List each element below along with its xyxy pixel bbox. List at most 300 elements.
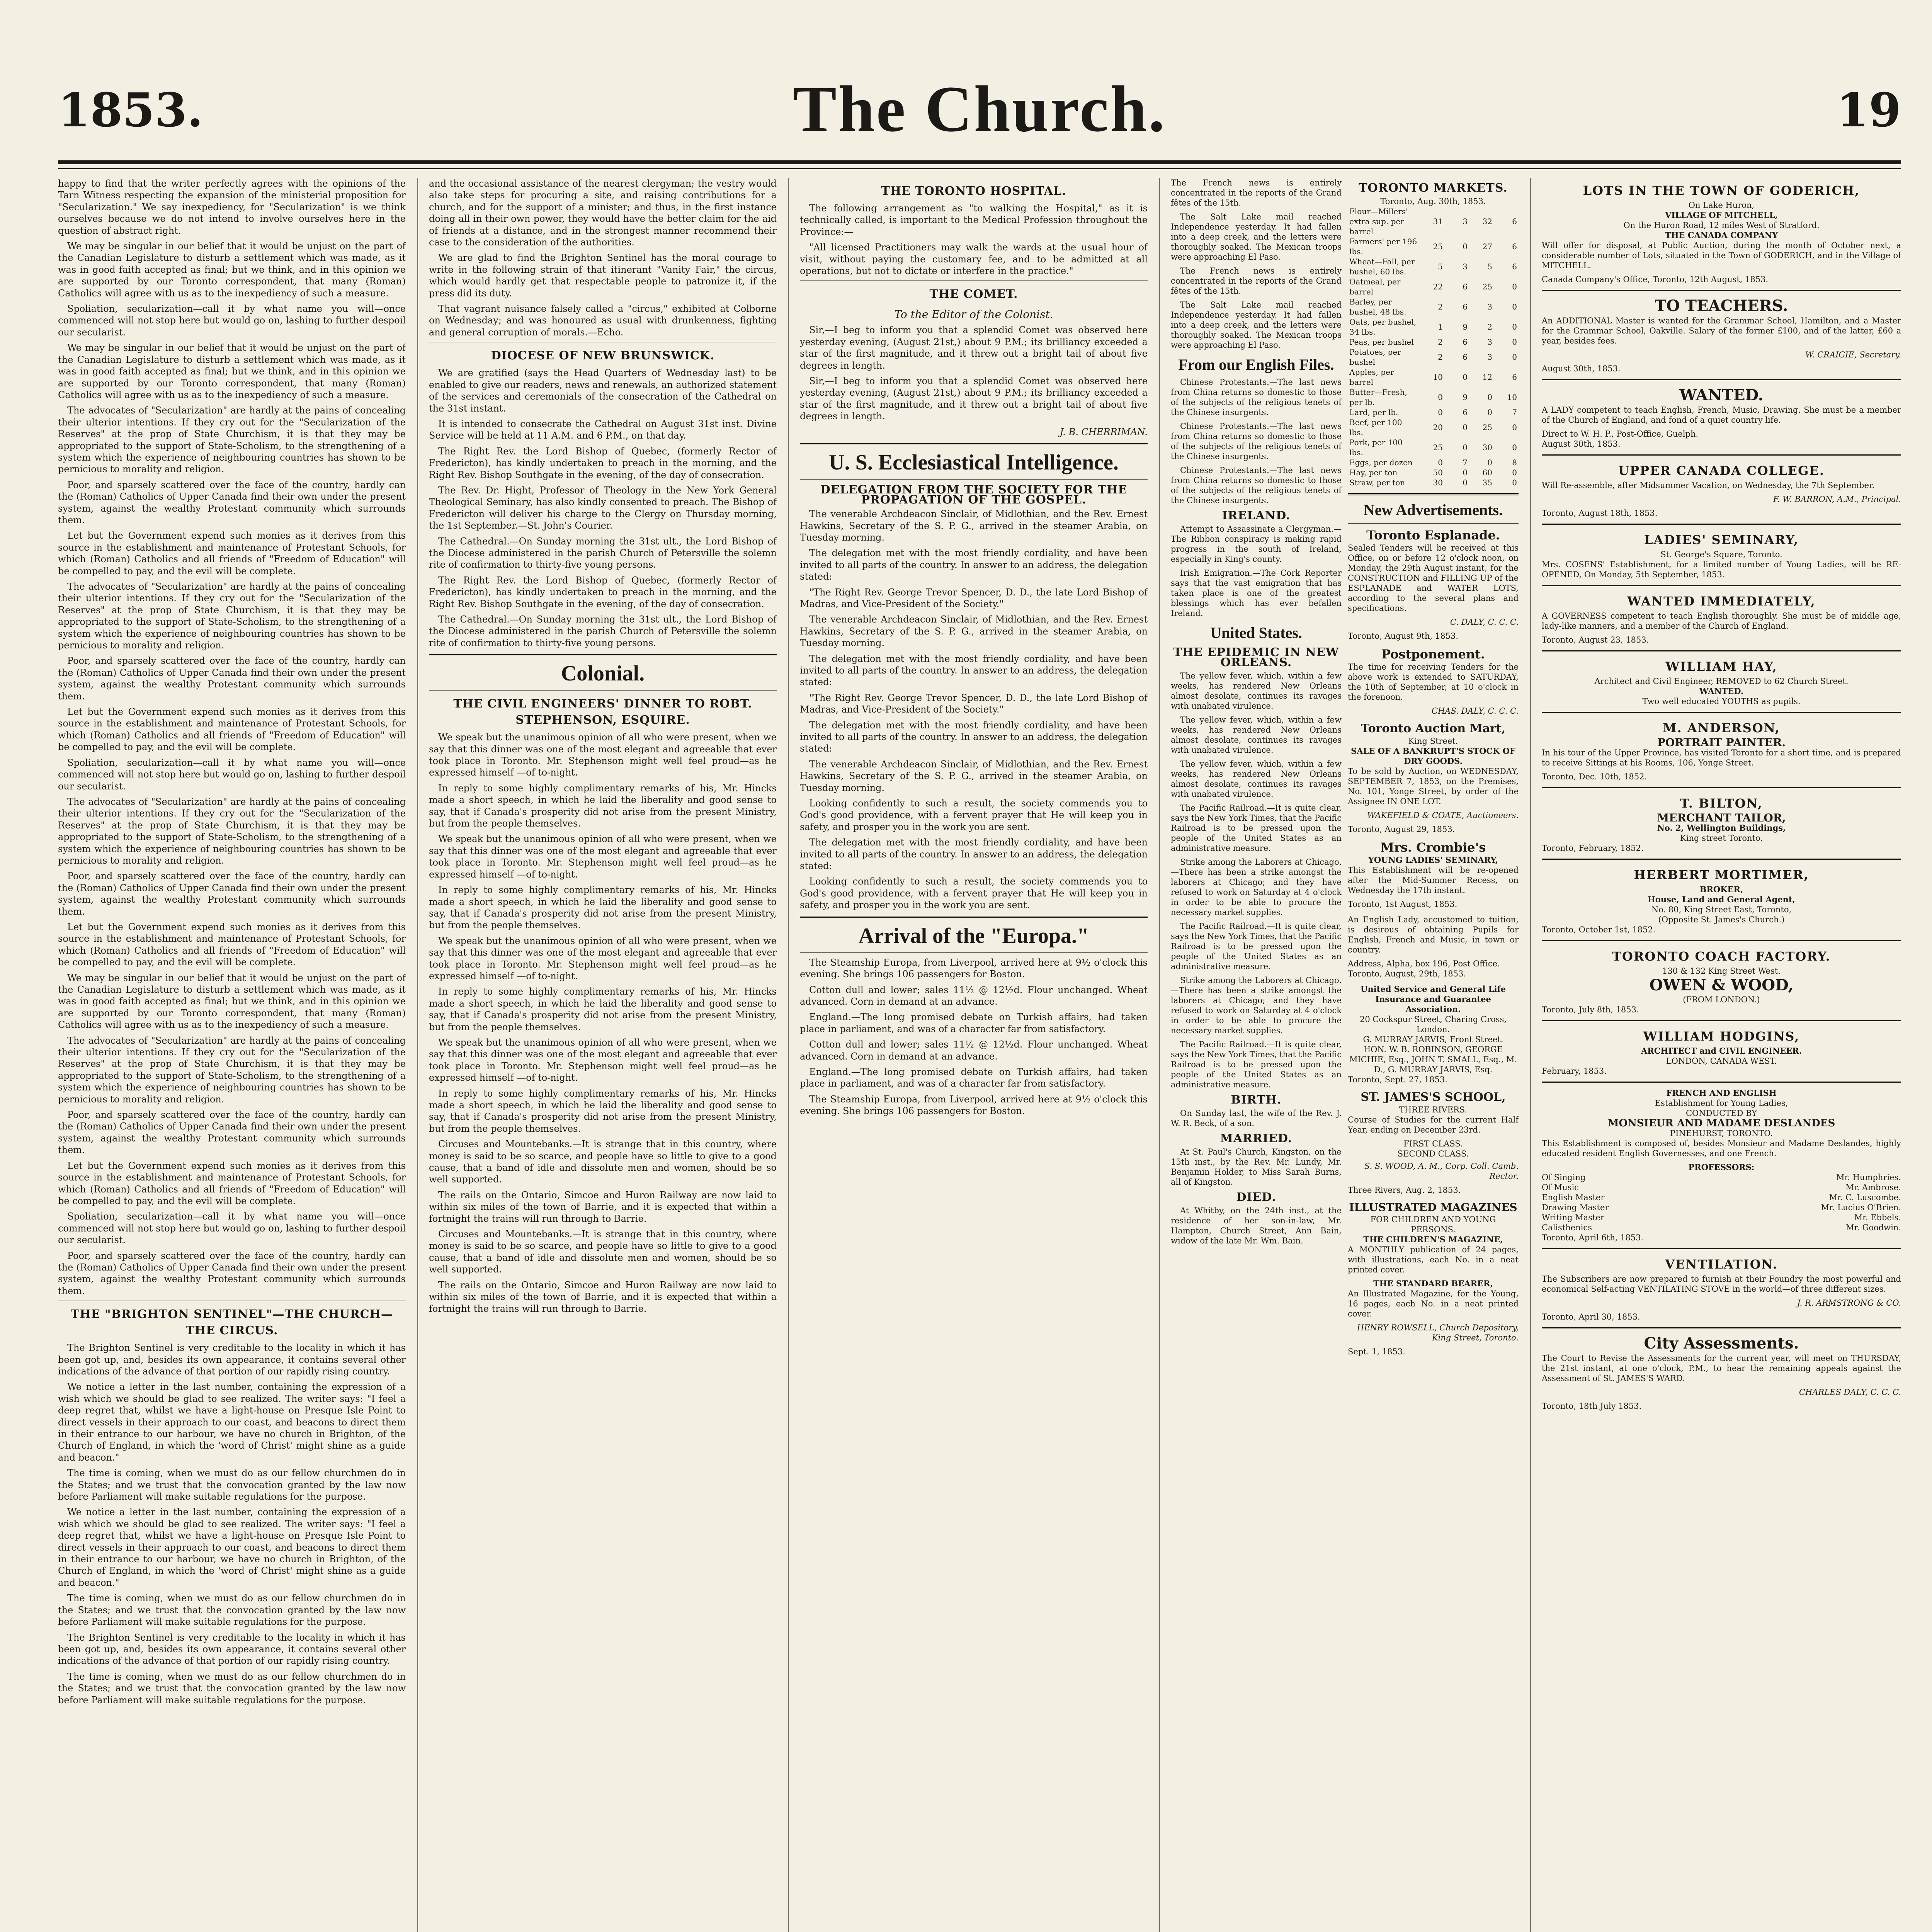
- professor-subject: Writing Master: [1542, 1213, 1604, 1222]
- died-heading: DIED.: [1236, 1190, 1276, 1204]
- mitchell-subheading: VILLAGE OF MITCHELL,: [1665, 210, 1778, 220]
- article-paragraph: We speak but the unanimous opinion of all who were present, when we say that this dinner was one of the most elegant and agreeable that ever took place in Toronto. Mr. Stephenson might well feel proud—as he expressed himself —of to-night.: [429, 1037, 777, 1083]
- market-row: [1348, 478, 1519, 488]
- professors-list: [1542, 1172, 1901, 1233]
- ad-body: An Illustrated Magazine, for the Young, 16 pages, each No. in a neat printed cover.: [1348, 1289, 1519, 1318]
- market-item: Peas, per bushel: [1349, 337, 1414, 347]
- article-paragraph: The time is coming, when we must do as our fellow churchmen do in the States; and we trust that the convocation granted by the law now before Parliament will make suitable regulations for the purpose.: [58, 1671, 406, 1706]
- ad-body: To be sold by Auction, on WEDNESDAY, SEPTEMBER 7, 1853, on the Premises, No. 101, Yonge Street, by order of the Assignee IN ONE LOT.: [1348, 767, 1519, 806]
- colonial-heading: Colonial.: [561, 662, 645, 686]
- market-price: 3: [1487, 302, 1492, 311]
- market-item: Wheat—Fall, per bushel, 60 lbs.: [1349, 257, 1415, 276]
- birth-notice: On Sunday last, the wife of the Rev. J. W. R. Beck, of a son.: [1171, 1109, 1342, 1128]
- comet-signature: J. B. CHERRIMAN.: [1060, 426, 1148, 437]
- article-paragraph: The time is coming, when we must do as our fellow churchmen do in the States; and we trust that the convocation granted by the law now before Parliament will make suitable regulations for the purpose.: [58, 1593, 406, 1628]
- article-paragraph: The Pacific Railroad.—It is quite clear, says the New York Times, that the Pacific Railroad is to be pressed upon the people of the United States as an administrative measure.: [1171, 922, 1342, 971]
- auction-sale: SALE OF A BANKRUPT'S STOCK OF DRY GOODS.: [1351, 746, 1515, 766]
- market-price: 6: [1463, 282, 1468, 291]
- article-paragraph: Let but the Government expend such monies as it derives from this source in the establishment and maintenance of Protestant Schools, for which (Roman) Catholics and all friends of "Freedom of Education" will be compelled to pay, and the evil will be complete.: [58, 921, 406, 968]
- market-price: 6: [1512, 262, 1517, 271]
- article-paragraph: Sir,—I beg to inform you that a splendid Comet was observed here yesterday evening, (August 21st,) about 9 P.M.; its brilliancy exceeded a star of the first magnitude, and it threw out a bright tail of about five degrees in length.: [800, 376, 1148, 422]
- united-states-heading: United States.: [1210, 624, 1302, 641]
- market-price: 8: [1512, 458, 1517, 467]
- article-paragraph: The Pacific Railroad.—It is quite clear, says the New York Times, that the Pacific Railroad is to be pressed upon the people of the United States as an administrative measure.: [1171, 803, 1342, 853]
- market-price: 3: [1463, 217, 1468, 226]
- ad-date: August 30th, 1853.: [1542, 364, 1621, 373]
- article-paragraph: In reply to some highly complimentary remarks of his, Mr. Hincks made a short speech, in which he laid the liberality and good sense to say, that if Canada's prosperity did not arise from the present Ministry, but from the people themselves.: [429, 782, 777, 829]
- english-files-heading: From our English Files.: [1178, 356, 1334, 373]
- ad-signature: CHAS. DALY, C. C. C.: [1432, 706, 1519, 716]
- teachers-ad: [1542, 296, 1901, 374]
- crombie-ad: [1348, 840, 1519, 909]
- article-paragraph: happy to find that the writer perfectly agrees with the opinions of the Tarn Witness respecting the expansion of the ministerial proposition for "Secularization." We say inexpediency, for "Secularization" is we think ourselves because we do not intend to involve ourselves here in the question of abstract right.: [58, 178, 406, 236]
- professor-row: [1542, 1172, 1901, 1182]
- ucc-heading: UPPER CANADA COLLEGE.: [1618, 463, 1825, 478]
- market-row: [1348, 297, 1519, 317]
- market-price: 0: [1463, 443, 1468, 452]
- wanted-ad: [1542, 386, 1901, 449]
- article-paragraph: The Cathedral.—On Sunday morning the 31st ult., the Lord Bishop of the Diocese administered in the parish Church of Petersville the solemn rite of confirmation to thirty-five young persons.: [429, 536, 777, 570]
- section-divider: [1542, 1327, 1901, 1328]
- article-paragraph: The yellow fever, which, within a few weeks, has rendered New Orleans almost desolate, continues its ravages with unabated virulence.: [1171, 759, 1342, 799]
- ad-body: An English Lady, accustomed to tuition, is desirous of obtaining Pupils for English, French and Music, in town or country.: [1348, 915, 1519, 954]
- article-paragraph: We may be singular in our belief that it would be unjust on the part of the Canadian Legislature to disturb a settlement which was made, as it was in good faith accepted as final; but we think, and in this opinion we are supported by our Toronto correspondent, that many (Roman) Catholics will agree with us as to the inexpediency of such a measure.: [58, 972, 406, 1031]
- professor-subject: English Master: [1542, 1193, 1605, 1202]
- market-item: Apples, per barrel: [1349, 367, 1394, 387]
- coach-heading: TORONTO COACH FACTORY.: [1612, 949, 1831, 964]
- article-paragraph: The Brighton Sentinel is very creditable to the locality in which it has been got up, and, besides its own appearance, it contains several other indications of the advance of that portion of our rapidly rising country.: [58, 1632, 406, 1667]
- mortimer-subheading: BROKER,: [1699, 884, 1743, 894]
- ad-signature: C. DALY, C. C. C.: [1450, 617, 1519, 627]
- professor-teacher: Mr. Ambrose.: [1845, 1183, 1901, 1192]
- article-paragraph: It is intended to consecrate the Cathedral on August 31st inst. Divine Service will be held at 11 A.M. and 6 P.M., on that day.: [429, 418, 777, 441]
- hodgins-address: LONDON, CANADA WEST.: [1666, 1056, 1777, 1066]
- section-divider: [1542, 524, 1901, 525]
- market-price: 60: [1482, 468, 1492, 477]
- article-paragraph: The Salt Lake mail reached Independence yesterday. It had fallen into a deep creek, and the letters were thoroughly soaked. The Mexican troops were approaching El Paso.: [1171, 212, 1342, 262]
- article-paragraph: We may be singular in our belief that it would be unjust on the part of the Canadian Legislature to disturb a settlement which was made, as it was in good faith accepted as final; but we think, and in this opinion we are supported by our Toronto correspondent, that many (Roman) Catholics will agree with us as to the inexpediency of such a measure.: [58, 342, 406, 400]
- professor-subject: Drawing Master: [1542, 1203, 1609, 1212]
- assessments-heading: City Assessments.: [1644, 1334, 1799, 1352]
- first-class: FIRST CLASS.: [1403, 1139, 1463, 1148]
- article-paragraph: Chinese Protestants.—The last news from China returns so domestic to those of the subjects of the religious tenets of the Chinese insurgents.: [1171, 466, 1342, 505]
- market-item: Pork, per 100 lbs.: [1349, 438, 1403, 457]
- coach-name: OWEN & WOOD,: [1649, 976, 1794, 994]
- births-heading: BIRTH.: [1231, 1093, 1282, 1107]
- market-price: 0: [1512, 423, 1517, 432]
- market-row: [1348, 317, 1519, 337]
- ad-date: Toronto, Dec. 10th, 1852.: [1542, 772, 1647, 781]
- market-price: 6: [1463, 337, 1468, 347]
- article-paragraph: Chinese Protestants.—The last news from China returns so domestic to those of the subjects of the religious tenets of the Chinese insurgents.: [1171, 422, 1342, 461]
- article-paragraph: We notice a letter in the last number, containing the expression of a wish which we should be glad to see realized. The writer says: "I feel a deep regret that, whilst we have a light-house on Presque Isle Point to direct vessels in their approach to our coast, and beacons to direct them in their entrance to our harbour, we have no church in Brighton, of the Church of England, in which the 'word of Christ' might shine as a guide and beacon.": [58, 1381, 406, 1463]
- market-row: [1348, 367, 1519, 387]
- market-price: 9: [1463, 393, 1468, 402]
- article-paragraph: Let but the Government expend such monies as it derives from this source in the establishment and maintenance of Protestant Schools, for which (Roman) Catholics and all friends of "Freedom of Education" will be compelled to pay, and the evil will be complete.: [58, 706, 406, 753]
- market-price: 0: [1438, 408, 1443, 417]
- professor-subject: Calisthenics: [1542, 1223, 1592, 1232]
- ad-date: Toronto, April 6th, 1853.: [1542, 1233, 1644, 1242]
- article-paragraph: In reply to some highly complimentary remarks of his, Mr. Hincks made a short speech, in which he laid the liberality and good sense to say, that if Canada's prosperity did not arise from the present Ministry, but from the people themselves.: [429, 1088, 777, 1134]
- ad-body: In his tour of the Upper Province, has visited Toronto for a short time, and is prepared to receive Sittings at his Rooms, 106, Yonge Street.: [1542, 748, 1901, 767]
- market-price: 27: [1482, 242, 1492, 251]
- column-2: [429, 178, 777, 1932]
- ad-signature: CHARLES DALY, C. C. C.: [1799, 1388, 1901, 1397]
- article-paragraph: Spoliation, secularization—call it by what name you will—once commenced will not stop here but would go on, lashing to further despoil our secularist.: [58, 757, 406, 792]
- market-price: 12: [1482, 372, 1492, 382]
- wanted-immediately-ad: [1542, 592, 1901, 645]
- market-price: 10: [1507, 393, 1517, 402]
- engineers-dinner-heading: THE CIVIL ENGINEERS' DINNER TO ROBT. STEPHENSON, ESQUIRE.: [453, 697, 752, 727]
- section-divider: [800, 443, 1148, 444]
- article-paragraph: Chinese Protestants.—The last news from China returns so domestic to those of the subjects of the religious tenets of the Chinese insurgents.: [1171, 378, 1342, 417]
- article-paragraph: "All licensed Practitioners may walk the wards at the usual hour of visit, without paying the customary fee, and to be admitted at all operations, but not to dictate or interfere in the practice.": [800, 242, 1148, 277]
- ads-subcolumn: [1348, 178, 1519, 1362]
- hodgins-heading: WILLIAM HODGINS,: [1643, 1029, 1800, 1044]
- masthead-rule-thin: [58, 168, 1901, 169]
- market-row: [1348, 337, 1519, 347]
- market-item: Lard, per lb.: [1349, 408, 1398, 417]
- professor-teacher: Mr. Lucius O'Brien.: [1821, 1203, 1901, 1212]
- magazines-subheading: FOR CHILDREN AND YOUNG PERSONS.: [1370, 1215, 1496, 1234]
- market-item: Eggs, per dozen: [1349, 458, 1413, 467]
- article-paragraph: The Salt Lake mail reached Independence yesterday. It had fallen into a deep creek, and the letters were thoroughly soaked. The Mexican troops were approaching El Paso.: [1171, 300, 1342, 350]
- market-price: 31: [1433, 217, 1443, 226]
- postponement-heading: Postponement.: [1381, 647, 1485, 662]
- market-row: [1348, 236, 1519, 257]
- ad-body: An ADDITIONAL Master is wanted for the Grammar School, Hamilton, and a Master for the Grammar School, Oakville. Salary of the former £100, and of the latter, £60 a year, besides fees.: [1542, 316, 1901, 345]
- professor-subject: Of Singing: [1542, 1173, 1586, 1182]
- article-paragraph: We notice a letter in the last number, containing the expression of a wish which we should be glad to see realized. The writer says: "I feel a deep regret that, whilst we have a light-house on Presque Isle Point to direct vessels in their approach to our coast, and beacons to direct them in their entrance to our harbour, we have no church in Brighton, of the Church of England, in which the 'word of Christ' might shine as a guide and beacon.": [58, 1507, 406, 1588]
- market-price: 2: [1438, 352, 1443, 362]
- article-paragraph: Let but the Government expend such monies as it derives from this source in the establishment and maintenance of Protestant Schools, for which (Roman) Catholics and all friends of "Freedom of Education" will be compelled to pay, and the evil will be complete.: [58, 1160, 406, 1206]
- article-paragraph: Strike among the Laborers at Chicago.—There has been a strike amongst the laborers at Chicago; and they have refused to work on Saturday at 4 o'clock in order to be able to procure the necessary market supplies.: [1171, 857, 1342, 917]
- market-price: 0: [1438, 458, 1443, 467]
- market-price: 1: [1438, 322, 1443, 332]
- market-price: 5: [1438, 262, 1443, 271]
- ventilation-heading: VENTILATION.: [1665, 1257, 1778, 1272]
- french-subheading: Establishment for Young Ladies,: [1655, 1099, 1788, 1108]
- ad-signature: HENRY ROWSELL, Church Depository, King Street, Toronto.: [1357, 1323, 1519, 1342]
- market-price: 0: [1512, 443, 1517, 452]
- market-price: 25: [1482, 423, 1492, 432]
- section-divider: [1542, 940, 1901, 941]
- section-divider: [1542, 1020, 1901, 1021]
- french-heading: FRENCH AND ENGLISH: [1666, 1088, 1777, 1098]
- market-item: Flour—Millers' extra sup. per barrel: [1349, 207, 1408, 236]
- article-paragraph: England.—The long promised debate on Turkish affairs, had taken place in parliament, and was of a character far from satisfactory.: [800, 1012, 1148, 1034]
- ad-date: Sept. 1, 1853.: [1348, 1347, 1405, 1356]
- article-paragraph: The Cathedral.—On Sunday morning the 31st ult., the Lord Bishop of the Diocese administered in the parish Church of Petersville the solemn rite of confirmation to thirty-five young persons.: [429, 614, 777, 648]
- article-paragraph: Spoliation, secularization—call it by what name you will—once commenced will not stop here but would go on, lashing to further despoil our secularist.: [58, 303, 406, 338]
- column-divider: [1159, 178, 1160, 1932]
- death-notice: At Whitby, on the 24th inst., at the residence of her son-in-law, Mr. Hampton, Church Street, Ann Bain, widow of the late Mr. Wm. Bain.: [1171, 1206, 1342, 1245]
- professor-teacher: Mr. Goodwin.: [1846, 1223, 1901, 1232]
- professor-row: [1542, 1182, 1901, 1192]
- market-price: 0: [1487, 458, 1492, 467]
- professor-row: [1542, 1192, 1901, 1202]
- professor-row: [1542, 1202, 1901, 1213]
- ad-body: A LADY competent to teach English, French, Music, Drawing. She must be a member of the Church of England, and fond of a quiet country life.: [1542, 405, 1901, 425]
- st-james-school-ad: [1348, 1090, 1519, 1195]
- market-price: 10: [1433, 372, 1443, 382]
- article-paragraph: and the occasional assistance of the nearest clergyman; the vestry would also take steps for procuring a site, and raising contributions for a church, and for the support of a minister; and thus, in the first instance doing all in their own power, they would have the better claim for the aid of friends at a distance, and in the strongest manner recommend their case to the consideration of the authorities.: [429, 178, 777, 248]
- life-agent: G. MURRAY JARVIS, Front Street.: [1363, 1035, 1503, 1044]
- market-price: 2: [1438, 302, 1443, 311]
- column-5: [1542, 178, 1901, 1932]
- article-paragraph: The rails on the Ontario, Simcoe and Huron Railway are now laid to within six miles of the town of Barrie, and it is expected that within a fortnight the trains will run through to Barrie.: [429, 1189, 777, 1224]
- market-price: 0: [1463, 468, 1468, 477]
- article-paragraph: The advocates of "Secularization" are hardly at the pains of concealing their ulterior intentions. If they cry out for the "Secularization of the Reserves" at the prop of State Churchism, it is that they may be appropriated to the support of State-Scholism, to the strengthening of a system which the experience of neighbouring countries has shown to be pernicious to morality and religion.: [58, 405, 406, 475]
- auction-ad: [1348, 721, 1519, 834]
- market-row: [1348, 407, 1519, 417]
- brighton-heading: THE "BRIGHTON SENTINEL"—THE CHURCH—THE CIRCUS.: [70, 1308, 393, 1338]
- article-paragraph: Cotton dull and lower; sales 11½ @ 12½d. Flour unchanged. Wheat advanced. Corn in demand at an advance.: [800, 984, 1148, 1007]
- french-name: MONSIEUR AND MADAME DESLANDES: [1607, 1117, 1835, 1129]
- article-paragraph: Poor, and sparsely scattered over the face of the country, hardly can the (Roman) Catholics of Upper Canada find their own under the present system, against the wealthy Protestant community which surrounds them.: [58, 479, 406, 526]
- market-row: [1348, 257, 1519, 277]
- ad-body: Course of Studies for the current Half Year, ending on December 23rd.: [1348, 1115, 1519, 1134]
- ad-date: Three Rivers, Aug. 2, 1853.: [1348, 1185, 1461, 1195]
- esplanade-ad: [1348, 527, 1519, 641]
- coach-factory-ad: [1542, 947, 1901, 1015]
- coach-subheading: (FROM LONDON.): [1683, 995, 1760, 1004]
- market-item: Straw, per ton: [1349, 478, 1405, 487]
- section-divider: [800, 917, 1148, 918]
- market-price: 0: [1487, 393, 1492, 402]
- article-paragraph: Sir,—I beg to inform you that a splendid Comet was observed here yesterday evening, (August 21st,) about 9 P.M.; its brilliancy exceeded a star of the first magnitude, and it threw out a bright tail of about five degrees in length.: [800, 325, 1148, 371]
- market-price: 0: [1512, 478, 1517, 487]
- article-paragraph: Poor, and sparsely scattered over the face of the country, hardly can the (Roman) Catholics of Upper Canada find their own under the present system, against the wealthy Protestant community which surrounds them.: [58, 655, 406, 702]
- section-divider: [1542, 1082, 1901, 1083]
- ad-date: Toronto, February, 1852.: [1542, 844, 1644, 853]
- article-paragraph: The yellow fever, which, within a few weeks, has rendered New Orleans almost desolate, continues its ravages with unabated virulence.: [1171, 671, 1342, 711]
- market-price: 5: [1487, 262, 1492, 271]
- market-price: 22: [1433, 282, 1443, 291]
- market-price: 9: [1463, 322, 1468, 332]
- ad-date: Toronto, October 1st, 1852.: [1542, 925, 1656, 934]
- article-paragraph: Poor, and sparsely scattered over the face of the country, hardly can the (Roman) Catholics of Upper Canada find their own under the present system, against the wealthy Protestant community which surrounds them.: [58, 1250, 406, 1296]
- column-3: [800, 178, 1148, 1932]
- wanted-immediately-heading: WANTED IMMEDIATELY,: [1627, 594, 1816, 609]
- anderson-ad: [1542, 718, 1901, 782]
- issue-year: 1853.: [58, 83, 203, 138]
- auction-subheading: King Street.: [1408, 736, 1458, 746]
- market-price: 6: [1512, 217, 1517, 226]
- section-divider: [1348, 523, 1519, 524]
- mortimer-heading: HERBERT MORTIMER,: [1634, 867, 1809, 882]
- comet-subheading: To the Editor of the Colonist.: [894, 308, 1053, 321]
- bilton-ad: [1542, 794, 1901, 853]
- article-paragraph: The delegation met with the most friendly cordiality, and have been invited to all parts of the country. In answer to an address, the delegation stated:: [800, 837, 1148, 872]
- ad-body: A MONTHLY publication of 24 pages, with illustrations, each No. in a neat printed cover.: [1348, 1245, 1519, 1274]
- ad-date: August 30th, 1853.: [1542, 439, 1621, 449]
- life-insurance-ad: [1348, 984, 1519, 1085]
- magazines-heading: ILLUSTRATED MAGAZINES: [1349, 1201, 1517, 1214]
- professor-row: [1542, 1223, 1901, 1233]
- market-price: 3: [1487, 337, 1492, 347]
- teachers-heading: TO TEACHERS.: [1655, 297, 1788, 315]
- market-row: [1348, 437, 1519, 457]
- coach-address: 130 & 132 King Street West.: [1662, 966, 1781, 976]
- article-paragraph: Cotton dull and lower; sales 11½ @ 12½d. Flour unchanged. Wheat advanced. Corn in demand at an advance.: [800, 1039, 1148, 1062]
- article-paragraph: We speak but the unanimous opinion of all who were present, when we say that this dinner was one of the most elegant and agreeable that ever took place in Toronto. Mr. Stephenson might well feel proud—as he expressed himself —of to-night.: [429, 833, 777, 880]
- ireland-heading: IRELAND.: [1222, 509, 1291, 522]
- ad-body: Sealed Tenders will be received at this Office, on or before 12 o'clock noon, on Monday, the 29th August instant, for the CONSTRUCTION and FILLING UP of the ESPLANADE and WATER LOTS, according to the several plans and specifications.: [1348, 543, 1519, 613]
- crombie-heading: Mrs. Crombie's: [1380, 840, 1486, 855]
- ad-body: The Court to Revise the Assessments for the current year, will meet on THURSDAY, the 21st instant, at one o'clock, P.M., to hear the remaining appeals against the Assessment of St. JAMES'S WARD.: [1542, 1354, 1901, 1383]
- section-divider: [1348, 493, 1519, 495]
- ad-date: Toronto, August 29, 1853.: [1348, 825, 1455, 834]
- ad-date: Toronto, 18th July 1853.: [1542, 1401, 1642, 1411]
- ad-signature: Canada Company's Office, Toronto, 12th August, 1853.: [1542, 275, 1769, 284]
- diocese-heading: DIOCESE OF NEW BRUNSWICK.: [491, 349, 715, 363]
- ad-date: Toronto, 1st August, 1853.: [1348, 900, 1458, 909]
- market-price: 6: [1463, 352, 1468, 362]
- market-price: 2: [1438, 337, 1443, 347]
- marriage-notice: At St. Paul's Church, Kingston, on the 15th inst., by the Rev. Mr. Lundy, Mr. Benjamin Holder, to Miss Sarah Burns, all of Kingston.: [1171, 1147, 1342, 1187]
- market-price: 0: [1463, 478, 1468, 487]
- william-hay-ad: [1542, 657, 1901, 706]
- ad-date: Toronto, August 18th, 1853.: [1542, 509, 1658, 518]
- newspaper-title: The Church.: [793, 73, 1167, 145]
- life-address: 20 Cockspur Street, Charing Cross, London.: [1359, 1015, 1507, 1034]
- markets-date: Toronto, Aug. 30th, 1853.: [1380, 197, 1486, 206]
- article-paragraph: We speak but the unanimous opinion of all who were present, when we say that this dinner was one of the most elegant and agreeable that ever took place in Toronto. Mr. Stephenson might well feel proud—as he expressed himself —of to-night.: [429, 732, 777, 778]
- anderson-heading: M. ANDERSON,: [1663, 721, 1780, 735]
- epidemic-heading: THE EPIDEMIC IN NEW ORLEANS.: [1173, 646, 1339, 669]
- ad-date: Toronto, Sept. 27, 1853.: [1348, 1075, 1447, 1084]
- masthead: [58, 68, 1901, 164]
- market-row: [1348, 417, 1519, 437]
- professor-teacher: Mr. Ebbels.: [1854, 1213, 1901, 1222]
- market-item: Potatoes, per bushel: [1349, 347, 1401, 367]
- news-subcolumn: [1171, 178, 1342, 1362]
- market-price: 3: [1487, 352, 1492, 362]
- article-paragraph: Irish Emigration.—The Cork Reporter says that the vast emigration that has taken place is one of the greatest blessings which has ever befallen Ireland.: [1171, 568, 1342, 618]
- market-price: 6: [1512, 242, 1517, 251]
- hay-subheading: Architect and Civil Engineer, REMOVED to 62 Church Street.: [1594, 677, 1849, 686]
- professor-row: [1542, 1213, 1901, 1223]
- postponement-ad: [1348, 646, 1519, 716]
- market-row: [1348, 457, 1519, 468]
- article-paragraph: Looking confidently to such a result, the society commends you to God's good providence, with a fervent prayer that He will keep you in safety, and prosper you in the work you are sent.: [800, 798, 1148, 832]
- article-paragraph: The delegation met with the most friendly cordiality, and have been invited to all parts of the country. In answer to an address, the delegation stated:: [800, 548, 1148, 582]
- upper-canada-college-ad: [1542, 461, 1901, 518]
- article-paragraph: In reply to some highly complimentary remarks of his, Mr. Hincks made a short speech, in which he laid the liberality and good sense to say, that if Canada's prosperity did not arise from the present Ministry, but from the people themselves.: [429, 986, 777, 1032]
- market-price: 0: [1512, 468, 1517, 477]
- masthead-rule-thick: [58, 160, 1901, 164]
- life-heading: United Service and General Life Insurance and Guarantee Association.: [1361, 984, 1506, 1014]
- section-divider: [800, 952, 1148, 953]
- french-conducted: CONDUCTED BY: [1685, 1109, 1757, 1118]
- market-price: 0: [1512, 282, 1517, 291]
- article-paragraph: The delegation met with the most friendly cordiality, and have been invited to all parts of the country. In answer to an address, the delegation stated:: [800, 719, 1148, 754]
- hay-wanted-body: Two well educated YOUTHS as pupils.: [1642, 697, 1801, 706]
- ad-body: Will Re-assemble, after Midsummer Vacation, on Wednesday, the 7th September.: [1542, 481, 1875, 490]
- anderson-subheading: PORTRAIT PAINTER.: [1657, 736, 1786, 749]
- bilton-street: King street Toronto.: [1680, 833, 1763, 843]
- life-directors: HON. W. B. ROBINSON, GEORGE MICHIE, Esq., JOHN T. SMALL, Esq., M. D., G. MURRAY JARVIS, Esq.: [1349, 1045, 1517, 1074]
- article-paragraph: The venerable Archdeacon Sinclair, of Midlothian, and the Rev. Ernest Hawkins, Secretary of the S. P. G., arrived in the steamer Arabia, on Tuesday morning.: [800, 509, 1148, 543]
- article-paragraph: The Brighton Sentinel is very creditable to the locality in which it has been got up, and, besides its own appearance, it contains several other indications of the advance of that portion of our rapidly rising country.: [58, 1342, 406, 1377]
- article-paragraph: The yellow fever, which, within a few weeks, has rendered New Orleans almost desolate, continues its ravages with unabated virulence.: [1171, 715, 1342, 755]
- market-price: 6: [1463, 302, 1468, 311]
- article-paragraph: The Rev. Dr. Hight, Professor of Theology in the New York General Theological Seminary, has also kindly consented to preach. The Bishop of Fredericton will deliver his charge to the Clergy on Thursday morning, the 1st September.—St. John's Courier.: [429, 485, 777, 531]
- section-divider: [1542, 650, 1901, 651]
- market-price: 0: [1487, 408, 1492, 417]
- article-paragraph: We speak but the unanimous opinion of all who were present, when we say that this dinner was one of the most elegant and agreeable that ever took place in Toronto. Mr. Stephenson might well feel proud—as he expressed himself —of to-night.: [429, 935, 777, 981]
- market-row: [1348, 277, 1519, 297]
- assessments-ad: [1542, 1334, 1901, 1411]
- market-price: 0: [1463, 372, 1468, 382]
- article-paragraph: The French news is entirely concentrated in the reports of the Grand fêtes of the 15th.: [1171, 266, 1342, 296]
- article-paragraph: The venerable Archdeacon Sinclair, of Midlothian, and the Rev. Ernest Hawkins, Secretary of the S. P. G., arrived in the steamer Arabia, on Tuesday morning.: [800, 759, 1148, 793]
- hay-heading: WILLIAM HAY,: [1665, 659, 1777, 674]
- professor-teacher: Mr. Humphries.: [1836, 1173, 1901, 1182]
- french-english-ad: [1542, 1088, 1901, 1243]
- article-paragraph: The advocates of "Secularization" are hardly at the pains of concealing their ulterior intentions. If they cry out for the "Secularization of the Reserves" at the prop of State Churchism, it is that they may be appropriated to the support of State-Scholism, to the strengthening of a system which the experience of neighbouring countries has shown to be pernicious to morality and religion.: [58, 1035, 406, 1105]
- children-magazine-title: THE CHILDREN'S MAGAZINE,: [1363, 1235, 1503, 1244]
- article-paragraph: Poor, and sparsely scattered over the face of the country, hardly can the (Roman) Catholics of Upper Canada find their own under the present system, against the wealthy Protestant community which surrounds them.: [58, 1109, 406, 1156]
- wanted-heading: WANTED.: [1679, 386, 1764, 404]
- ladies-heading: LADIES' SEMINARY,: [1644, 532, 1799, 547]
- mortimer-ad: [1542, 865, 1901, 935]
- section-divider: [1542, 1248, 1901, 1249]
- market-item: Oats, per bushel, 34 lbs.: [1349, 317, 1417, 337]
- ad-body: The Subscribers are now prepared to furnish at their Foundry the most powerful and economical Self-acting VENTILATING STOVE in the world—of three different sizes.: [1542, 1274, 1901, 1294]
- market-price: 2: [1487, 322, 1492, 332]
- ad-signature: WAKEFIELD & COATE, Auctioneers.: [1367, 811, 1519, 820]
- market-price: 6: [1463, 408, 1468, 417]
- ad-address: Direct to W. H. P., Post-Office, Guelph.: [1542, 429, 1699, 439]
- market-item: Oatmeal, per barrel: [1349, 277, 1401, 296]
- lots-subheading: On Lake Huron,: [1688, 201, 1755, 210]
- section-divider: [1542, 712, 1901, 713]
- auction-heading: Toronto Auction Mart,: [1361, 722, 1506, 735]
- mortimer-agent: House, Land and General Agent,: [1648, 895, 1795, 904]
- market-price: 25: [1433, 242, 1443, 251]
- ad-body: Will offer for disposal, at Public Auction, during the month of October next, a considerable number of Lots, situated in the Town of GODERICH, and in the Village of MITCHELL.: [1542, 241, 1901, 270]
- article-paragraph: We are gratified (says the Head Quarters of Wednesday last) to be enabled to give our readers, news and renewals, an authorized statement of the services and ceremonials of the consecration of the Cathedral on the 31st instant.: [429, 367, 777, 414]
- article-paragraph: In reply to some highly complimentary remarks of his, Mr. Hincks made a short speech, in which he laid the liberality and good sense to say, that if Canada's prosperity did not arise from the present Ministry, but from the people themselves.: [429, 884, 777, 931]
- article-paragraph: The following arrangement as "to walking the Hospital," as it is technically called, is important to the Medical Profession throughout the Province:—: [800, 203, 1148, 237]
- markets-table: [1348, 206, 1519, 488]
- market-price: 0: [1512, 352, 1517, 362]
- column-divider: [788, 178, 789, 1932]
- lots-heading: LOTS IN THE TOWN OF GODERICH,: [1583, 183, 1860, 198]
- standard-bearer-title: THE STANDARD BEARER,: [1373, 1279, 1493, 1288]
- ad-body: This Establishment will be re-opened after the Mid-Summer Recess, on Wednesday the 17th instant.: [1348, 866, 1519, 895]
- ad-date: Toronto, August 9th, 1853.: [1348, 631, 1459, 641]
- article-paragraph: Circuses and Mountebanks.—It is strange that in this country, where money is said to be so scarce, and people have so little to give to a good cause, that a band of idle and dissolute men and women, should be so well supported.: [429, 1229, 777, 1275]
- article-paragraph: Circuses and Mountebanks.—It is strange that in this country, where money is said to be so scarce, and people have so little to give to a good cause, that a band of idle and dissolute men and women, should be so well supported.: [429, 1139, 777, 1185]
- us-ecclesiastical-heading: U. S. Ecclesiastical Intelligence.: [829, 451, 1119, 475]
- ad-date: February, 1853.: [1542, 1066, 1607, 1076]
- hodgins-subheading: ARCHITECT and CIVIL ENGINEER.: [1641, 1046, 1802, 1056]
- article-paragraph: Looking confidently to such a result, the society commends you to God's good providence, with a fervent prayer that He will keep you in safety, and prosper you in the work you are sent.: [800, 876, 1148, 911]
- market-price: 0: [1512, 302, 1517, 311]
- ad-signature: W. CRAIGIE, Secretary.: [1805, 350, 1901, 359]
- section-divider: [1542, 379, 1901, 380]
- huron-road-subheading: On the Huron Road, 12 miles West of Stratford.: [1623, 221, 1820, 230]
- ad-signature: F. W. BARRON, A.M., Principal.: [1773, 495, 1901, 504]
- article-paragraph: The time is coming, when we must do as our fellow churchmen do in the States; and we trust that the convocation granted by the law now before Parliament will make suitable regulations for the purpose.: [58, 1468, 406, 1502]
- ad-date: Toronto, April 30, 1853.: [1542, 1312, 1640, 1321]
- market-item: Beef, per 100 lbs.: [1349, 418, 1402, 437]
- article-paragraph: The Steamship Europa, from Liverpool, arrived here at 9½ o'clock this evening. She brings 106 passengers for Boston.: [800, 957, 1148, 980]
- column-4-top: [1171, 178, 1519, 1362]
